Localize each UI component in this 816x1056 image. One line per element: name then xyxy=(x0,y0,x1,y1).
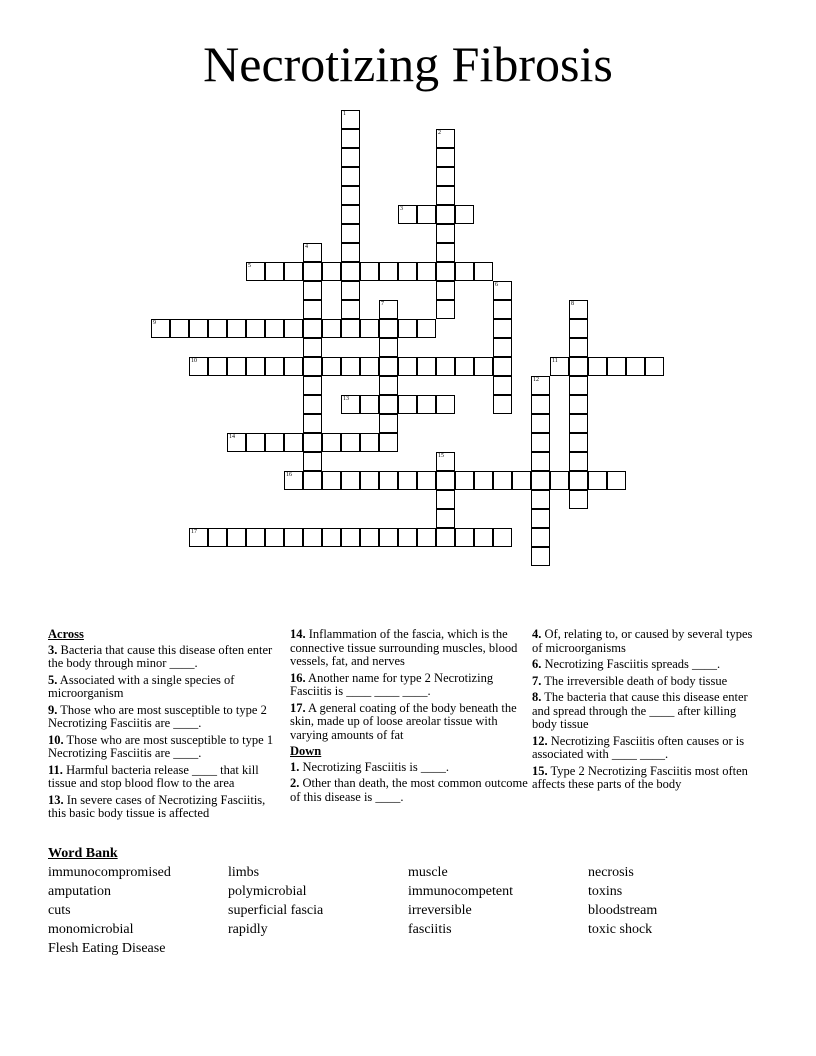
clue-column-3 xyxy=(532,628,764,795)
grid-cell[interactable] xyxy=(607,357,626,376)
grid-cell[interactable] xyxy=(284,471,303,490)
grid-cell[interactable] xyxy=(227,357,246,376)
clue xyxy=(48,734,284,761)
grid-cell[interactable] xyxy=(341,262,360,281)
word-bank-item: limbs xyxy=(228,865,260,880)
grid-cell[interactable] xyxy=(436,224,455,243)
grid-cell[interactable] xyxy=(379,528,398,547)
grid-cell[interactable] xyxy=(379,376,398,395)
grid-cell[interactable] xyxy=(303,243,322,262)
grid-cell[interactable] xyxy=(417,528,436,547)
clue-number: 13 xyxy=(343,396,349,402)
grid-cell[interactable] xyxy=(550,357,569,376)
grid-cell[interactable] xyxy=(531,509,550,528)
word-bank-item: immunocompromised xyxy=(48,865,171,880)
clue xyxy=(48,704,284,731)
clue xyxy=(532,628,764,655)
clue-number: 10 xyxy=(191,358,197,364)
clue-number: 2 xyxy=(438,130,441,136)
word-bank-item: irreversible xyxy=(408,903,472,918)
clue-text: Bacteria that cause this disease often enter the body through minor ____. xyxy=(48,642,273,670)
clue-number: 2. xyxy=(290,776,300,790)
clue-number: 4. xyxy=(532,627,542,641)
grid-cell[interactable] xyxy=(569,357,588,376)
clue xyxy=(290,702,528,743)
grid-cell[interactable] xyxy=(455,205,474,224)
clue xyxy=(290,777,528,804)
clue-number: 17. xyxy=(290,700,306,715)
grid-cell[interactable] xyxy=(208,528,227,547)
grid-cell[interactable] xyxy=(493,376,512,395)
clue-number: 11. xyxy=(48,762,63,777)
grid-cell[interactable] xyxy=(322,528,341,547)
grid-cell[interactable] xyxy=(436,509,455,528)
grid-cell[interactable] xyxy=(474,528,493,547)
grid-cell[interactable] xyxy=(493,357,512,376)
word-bank-item: superficial fascia xyxy=(228,903,324,918)
clue xyxy=(532,675,764,689)
grid-cell[interactable] xyxy=(379,319,398,338)
grid-cell[interactable] xyxy=(512,471,531,490)
word-bank-item: monomicrobial xyxy=(48,922,134,937)
clue xyxy=(290,672,528,699)
grid-cell[interactable] xyxy=(474,357,493,376)
grid-cell[interactable] xyxy=(265,319,284,338)
grid-cell[interactable] xyxy=(284,357,303,376)
grid-cell[interactable] xyxy=(303,528,322,547)
grid-cell[interactable] xyxy=(436,243,455,262)
grid-cell[interactable] xyxy=(341,471,360,490)
grid-cell[interactable] xyxy=(493,471,512,490)
grid-cell[interactable] xyxy=(303,300,322,319)
clue-number: 10. xyxy=(48,732,64,747)
grid-cell[interactable] xyxy=(341,205,360,224)
clue-text: Those who are most susceptible to type 2 Necrotizing Fasciitis are ____. xyxy=(48,702,267,730)
grid-cell[interactable] xyxy=(436,357,455,376)
grid-cell[interactable] xyxy=(569,319,588,338)
clue xyxy=(48,674,284,701)
grid-cell[interactable] xyxy=(550,471,569,490)
clue-text: Other than death, the most common outcome of this disease is ____. xyxy=(290,776,528,804)
clue-number: 15 xyxy=(438,453,444,459)
grid-cell[interactable] xyxy=(379,414,398,433)
grid-cell[interactable] xyxy=(341,167,360,186)
grid-cell[interactable] xyxy=(398,471,417,490)
grid-cell[interactable] xyxy=(227,528,246,547)
grid-cell[interactable] xyxy=(341,281,360,300)
grid-cell[interactable] xyxy=(455,357,474,376)
clue-number: 6 xyxy=(495,282,498,288)
grid-cell[interactable] xyxy=(493,281,512,300)
grid-cell[interactable] xyxy=(284,528,303,547)
clue-text: Necrotizing Fasciitis spreads ____. xyxy=(541,657,721,671)
grid-cell[interactable] xyxy=(246,528,265,547)
clue-text: Necrotizing Fasciitis is ____. xyxy=(299,759,450,774)
grid-cell[interactable] xyxy=(189,357,208,376)
grid-cell[interactable] xyxy=(531,452,550,471)
grid-cell[interactable] xyxy=(398,205,417,224)
grid-cell[interactable] xyxy=(303,338,322,357)
clue-number: 14. xyxy=(290,627,306,641)
grid-cell[interactable] xyxy=(341,148,360,167)
grid-cell[interactable] xyxy=(303,452,322,471)
clue-number: 12. xyxy=(532,733,548,748)
clue-number: 9. xyxy=(48,702,58,717)
clue xyxy=(290,761,528,775)
grid-cell[interactable] xyxy=(531,528,550,547)
grid-cell[interactable] xyxy=(607,471,626,490)
grid-cell[interactable] xyxy=(493,395,512,414)
grid-cell[interactable] xyxy=(341,528,360,547)
clue-number: 4 xyxy=(305,244,308,250)
clue-number: 15. xyxy=(532,763,548,778)
grid-cell[interactable] xyxy=(322,319,341,338)
grid-cell[interactable] xyxy=(303,376,322,395)
grid-cell[interactable] xyxy=(474,471,493,490)
word-bank-item: bloodstream xyxy=(588,903,658,918)
grid-cell[interactable] xyxy=(626,357,645,376)
grid-cell[interactable] xyxy=(436,186,455,205)
grid-cell[interactable] xyxy=(436,167,455,186)
clue-number: 7 xyxy=(381,301,384,307)
clue-text: Type 2 Necrotizing Fasciitis most often affects these parts of the body xyxy=(532,763,748,791)
grid-cell[interactable] xyxy=(284,433,303,452)
grid-cell[interactable] xyxy=(398,262,417,281)
grid-cell[interactable] xyxy=(360,395,379,414)
grid-cell[interactable] xyxy=(417,262,436,281)
grid-cell[interactable] xyxy=(246,357,265,376)
clue xyxy=(48,644,284,671)
grid-cell[interactable] xyxy=(284,319,303,338)
word-bank-item: toxins xyxy=(588,884,623,899)
grid-cell[interactable] xyxy=(341,433,360,452)
grid-cell[interactable] xyxy=(379,338,398,357)
grid-cell[interactable] xyxy=(341,129,360,148)
grid-cell[interactable] xyxy=(455,471,474,490)
grid-cell[interactable] xyxy=(569,376,588,395)
grid-cell[interactable] xyxy=(436,490,455,509)
grid-cell[interactable] xyxy=(645,357,664,376)
grid-cell[interactable] xyxy=(436,129,455,148)
clue-column-2 xyxy=(290,628,528,807)
clue-text: Associated with a single species of microorganism xyxy=(48,672,235,700)
grid-cell[interactable] xyxy=(436,452,455,471)
grid-cell[interactable] xyxy=(227,319,246,338)
grid-cell[interactable] xyxy=(189,528,208,547)
word-bank-item: polymicrobial xyxy=(228,884,307,899)
grid-cell[interactable] xyxy=(569,414,588,433)
grid-cell[interactable] xyxy=(569,300,588,319)
grid-cell[interactable] xyxy=(588,471,607,490)
grid-cell[interactable] xyxy=(417,319,436,338)
grid-cell[interactable] xyxy=(360,433,379,452)
clue xyxy=(48,764,284,791)
grid-cell[interactable] xyxy=(474,262,493,281)
clue xyxy=(290,628,528,669)
grid-cell[interactable] xyxy=(303,357,322,376)
grid-cell[interactable] xyxy=(303,262,322,281)
grid-cell[interactable] xyxy=(265,262,284,281)
grid-cell[interactable] xyxy=(436,205,455,224)
clue xyxy=(532,658,764,672)
across-heading: Across xyxy=(48,627,84,641)
grid-cell[interactable] xyxy=(436,281,455,300)
clue-number: 16. xyxy=(290,670,306,685)
clue-text: Inflammation of the fascia, which is the connective tissue surrounding muscles, blood vessels, fat, and nerves xyxy=(290,627,518,668)
grid-cell[interactable] xyxy=(417,357,436,376)
grid-cell[interactable] xyxy=(569,490,588,509)
clue-number: 16 xyxy=(286,472,292,478)
grid-cell[interactable] xyxy=(398,528,417,547)
grid-cell[interactable] xyxy=(436,300,455,319)
grid-cell[interactable] xyxy=(303,471,322,490)
word-bank-item: immunocompetent xyxy=(408,884,513,899)
grid-cell[interactable] xyxy=(379,262,398,281)
grid-cell[interactable] xyxy=(417,471,436,490)
grid-cell[interactable] xyxy=(493,319,512,338)
word-bank-item: rapidly xyxy=(228,922,268,937)
grid-cell[interactable] xyxy=(341,243,360,262)
grid-cell[interactable] xyxy=(322,357,341,376)
word-bank-item: muscle xyxy=(408,865,448,880)
clue-number: 8. xyxy=(532,690,542,704)
puzzle-title: Necrotizing Fibrosis xyxy=(203,36,613,92)
grid-cell[interactable] xyxy=(284,262,303,281)
clue-number: 8 xyxy=(571,301,574,307)
grid-cell[interactable] xyxy=(189,319,208,338)
clue-number: 13. xyxy=(48,792,64,807)
clue-number: 14 xyxy=(229,434,235,440)
grid-cell[interactable] xyxy=(379,357,398,376)
clue-number: 1. xyxy=(290,759,300,774)
grid-cell[interactable] xyxy=(322,471,341,490)
grid-cell[interactable] xyxy=(265,357,284,376)
grid-cell[interactable] xyxy=(569,471,588,490)
grid-cell[interactable] xyxy=(569,395,588,414)
grid-cell[interactable] xyxy=(569,338,588,357)
grid-cell[interactable] xyxy=(322,262,341,281)
grid-cell[interactable] xyxy=(246,319,265,338)
grid-cell[interactable] xyxy=(569,433,588,452)
clue-number: 6. xyxy=(532,657,542,671)
clue-number: 3. xyxy=(48,642,58,657)
grid-cell[interactable] xyxy=(379,300,398,319)
clue-text: The bacteria that cause this disease enter and spread through the ____ after killing body tissue xyxy=(532,690,748,731)
grid-cell[interactable] xyxy=(360,319,379,338)
grid-cell[interactable] xyxy=(398,395,417,414)
clue xyxy=(48,794,284,821)
grid-cell[interactable] xyxy=(436,471,455,490)
grid-cell[interactable] xyxy=(436,262,455,281)
grid-cell[interactable] xyxy=(398,319,417,338)
grid-cell[interactable] xyxy=(436,148,455,167)
clue-number: 3 xyxy=(400,206,403,212)
grid-cell[interactable] xyxy=(341,186,360,205)
grid-cell[interactable] xyxy=(417,205,436,224)
grid-cell[interactable] xyxy=(227,433,246,452)
grid-cell[interactable] xyxy=(531,376,550,395)
grid-cell[interactable] xyxy=(341,357,360,376)
grid-cell[interactable] xyxy=(360,471,379,490)
grid-cell[interactable] xyxy=(151,319,170,338)
grid-cell[interactable] xyxy=(341,110,360,129)
clue xyxy=(532,691,764,732)
grid-cell[interactable] xyxy=(246,262,265,281)
clue-text: The irreversible death of body tissue xyxy=(541,673,728,688)
clue-number: 5 xyxy=(248,263,251,269)
grid-cell[interactable] xyxy=(265,528,284,547)
grid-cell[interactable] xyxy=(303,281,322,300)
clue xyxy=(532,735,764,762)
word-bank-item: amputation xyxy=(48,884,111,899)
grid-cell[interactable] xyxy=(588,357,607,376)
grid-cell[interactable] xyxy=(303,414,322,433)
grid-cell[interactable] xyxy=(455,262,474,281)
grid-cell[interactable] xyxy=(417,395,436,414)
grid-cell[interactable] xyxy=(208,319,227,338)
down-heading: Down xyxy=(290,744,322,758)
word-bank-item: fasciitis xyxy=(408,922,452,937)
grid-cell[interactable] xyxy=(265,433,284,452)
grid-cell[interactable] xyxy=(531,490,550,509)
grid-cell[interactable] xyxy=(455,528,474,547)
grid-cell[interactable] xyxy=(360,357,379,376)
grid-cell[interactable] xyxy=(341,224,360,243)
clue xyxy=(532,765,764,792)
clue-number: 11 xyxy=(552,358,558,364)
grid-cell[interactable] xyxy=(531,547,550,566)
clue-text: Of, relating to, or caused by several types of microorganisms xyxy=(532,627,753,655)
clue-column-1 xyxy=(48,628,284,824)
clue-number: 1 xyxy=(343,111,346,117)
grid-cell[interactable] xyxy=(379,433,398,452)
clue-text: Those who are most susceptible to type 1 Necrotizing Fasciitis are ____. xyxy=(48,732,274,760)
grid-cell[interactable] xyxy=(341,395,360,414)
grid-cell[interactable] xyxy=(379,471,398,490)
word-bank-item: toxic shock xyxy=(588,922,653,937)
clue-number: 7. xyxy=(532,673,542,688)
grid-cell[interactable] xyxy=(569,452,588,471)
grid-cell[interactable] xyxy=(322,433,341,452)
grid-cell[interactable] xyxy=(531,433,550,452)
grid-cell[interactable] xyxy=(493,300,512,319)
grid-cell[interactable] xyxy=(360,262,379,281)
clue-text: Harmful bacteria release ____ that kill tissue and stop blood flow to the area xyxy=(48,762,259,790)
clue-text: In severe cases of Necrotizing Fasciitis, this basic body tissue is affected xyxy=(48,792,266,820)
grid-cell[interactable] xyxy=(531,471,550,490)
clue-number: 12 xyxy=(533,377,539,383)
clue-number: 5. xyxy=(48,672,58,687)
grid-cell[interactable] xyxy=(531,414,550,433)
grid-cell[interactable] xyxy=(341,319,360,338)
grid-cell[interactable] xyxy=(531,395,550,414)
grid-cell[interactable] xyxy=(303,433,322,452)
grid-cell[interactable] xyxy=(303,319,322,338)
word-bank-item: cuts xyxy=(48,903,71,918)
grid-cell[interactable] xyxy=(208,357,227,376)
word-bank-item: Flesh Eating Disease xyxy=(48,941,166,956)
grid-cell[interactable] xyxy=(493,338,512,357)
grid-cell[interactable] xyxy=(398,357,417,376)
grid-cell[interactable] xyxy=(360,528,379,547)
word-bank-heading: Word Bank xyxy=(48,846,118,861)
clue-number: 17 xyxy=(191,529,197,535)
grid-cell[interactable] xyxy=(341,300,360,319)
grid-cell[interactable] xyxy=(436,528,455,547)
grid-cell[interactable] xyxy=(493,528,512,547)
word-bank-item: necrosis xyxy=(588,865,634,880)
clue-number: 9 xyxy=(153,320,156,326)
clue-text: Necrotizing Fasciitis often causes or is associated with ____ ____. xyxy=(532,733,745,761)
grid-cell[interactable] xyxy=(379,395,398,414)
grid-cell[interactable] xyxy=(246,433,265,452)
grid-cell[interactable] xyxy=(303,395,322,414)
clue-text: A general coating of the body beneath the skin, made up of loose areolar tissue with varying amounts of fat xyxy=(290,700,517,742)
grid-cell[interactable] xyxy=(170,319,189,338)
clue-text: Another name for type 2 Necrotizing Fasciitis is ____ ____ ____. xyxy=(290,670,494,698)
grid-cell[interactable] xyxy=(436,395,455,414)
